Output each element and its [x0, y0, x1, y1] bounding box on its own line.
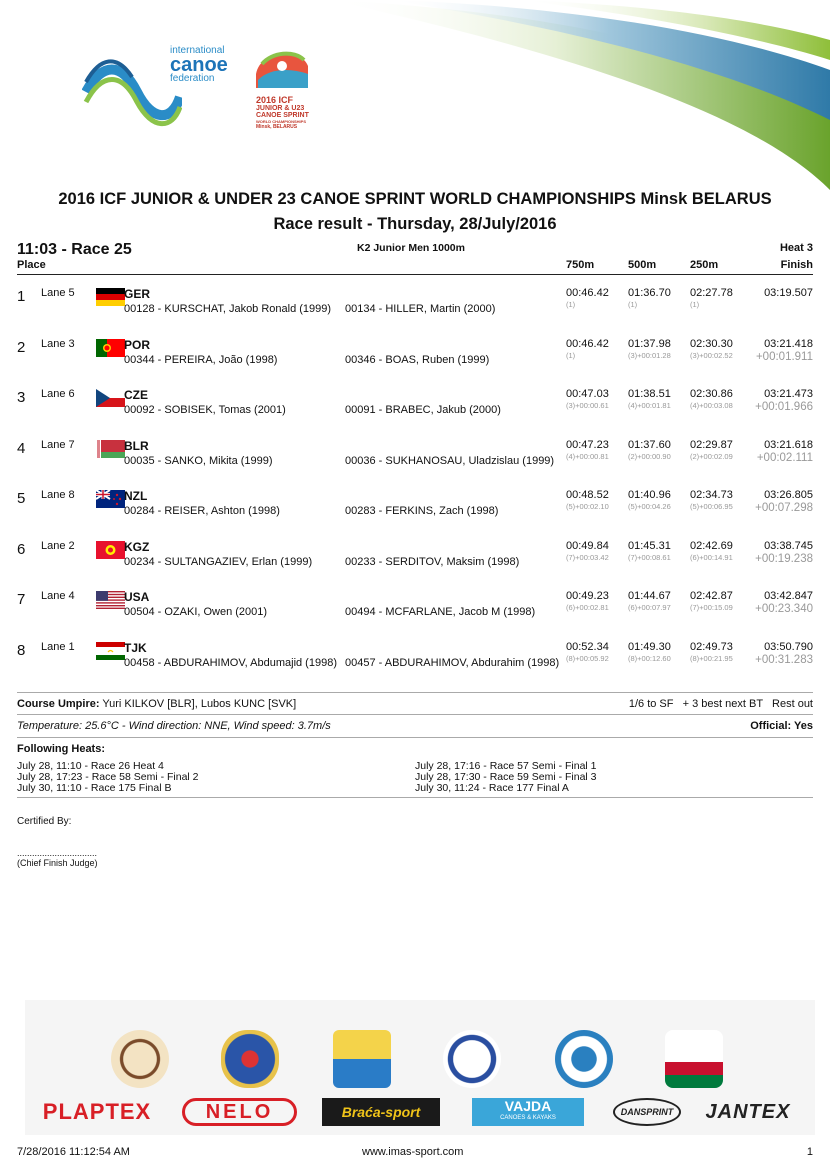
- table-row: [17, 638, 813, 686]
- nation-code: USA: [124, 590, 150, 604]
- split-500m-rank: (3)+00:01.28: [628, 350, 671, 360]
- race-time-label: 11:03 - Race 25: [17, 241, 132, 258]
- page-number: 1: [806, 1146, 813, 1158]
- officials-rule: [17, 692, 813, 693]
- column-250m: 250m: [690, 259, 719, 271]
- table-row: [17, 436, 813, 484]
- champ-logo-line4: WORLD CHAMPIONSHIPS: [256, 119, 306, 124]
- athlete-1: 00128 - KURSCHAT, Jakob Ronald (1999): [124, 303, 332, 315]
- split-500m-rank: (2)+00:00.90: [628, 451, 671, 461]
- icf-logo: [82, 42, 232, 132]
- lane-label: Lane 2: [41, 539, 75, 552]
- sponsor-seal-1-icon: [111, 1030, 169, 1088]
- nation-code: CZE: [124, 388, 148, 402]
- split-750m-rank: (1): [566, 300, 576, 309]
- following-heat-item: July 28, 17:23 - Race 58 Semi - Final 2: [17, 771, 199, 783]
- lane-label: Lane 1: [41, 640, 75, 653]
- following-heat-item: July 28, 17:16 - Race 57 Semi - Final 1: [415, 760, 597, 772]
- lane-label: Lane 8: [41, 489, 75, 501]
- sponsor-vajda-subtitle: CANOES & KAYAKS: [500, 1115, 556, 1121]
- icf-logo-line2: canoe: [170, 54, 228, 76]
- athlete-1: 00284 - REISER, Ashton (1998): [124, 505, 280, 517]
- sponsor-seal-5-icon: [555, 1030, 613, 1088]
- heat-label: Heat 3: [779, 242, 813, 254]
- athlete-1: 00458 - ABDURAHIMOV, Abdumajid (1998): [124, 656, 337, 669]
- champ-logo-line5: Minsk, BELARUS: [256, 124, 298, 130]
- place-number: 1: [17, 288, 26, 305]
- split-500m-time: 01:37.98: [628, 337, 671, 350]
- split-500m-rank: (5)+00:04.26: [628, 502, 671, 511]
- column-place: Place: [17, 259, 46, 271]
- finish-behind: +00:31.283: [755, 653, 813, 666]
- weather-info: Temperature: 25.6°C - Wind direction: NNE, Wind speed: 3.7m/s: [17, 720, 331, 732]
- lane-label: Lane 4: [41, 590, 75, 602]
- champ-logo-line2: JUNIOR & U23: [256, 105, 305, 112]
- split-250m-rank: (7)+00:15.09: [690, 603, 733, 612]
- athlete-2: 00494 - MCFARLANE, Jacob M (1998): [345, 606, 536, 618]
- place-number: 3: [17, 389, 26, 406]
- sponsor-vajda-name: VAJDA: [504, 1098, 552, 1114]
- print-timestamp: 7/28/2016 11:12:54 AM: [17, 1146, 130, 1158]
- split-500m-time: 01:40.96: [628, 489, 671, 501]
- sponsor-seal-6-icon: [665, 1030, 723, 1088]
- following-heats-left: [17, 761, 199, 794]
- following-heat-item: July 28, 17:30 - Race 59 Semi - Final 3: [415, 771, 597, 783]
- athlete-2: 00036 - SUKHANOSAU, Uladzislau (1999): [345, 454, 555, 467]
- finish-time: 03:42.847: [764, 590, 813, 602]
- sponsor-braca-sport-logo: Braća-sport: [322, 1098, 440, 1126]
- finish-time: 03:50.790: [764, 640, 813, 653]
- champ-logo-line3: CANOE SPRINT: [256, 112, 309, 119]
- athlete-1: 00035 - SANKO, Mikita (1999): [124, 454, 273, 467]
- certified-rule: [17, 797, 813, 798]
- finish-time: 03:19.507: [764, 287, 813, 299]
- nation-code: POR: [124, 337, 151, 352]
- split-250m-rank: (3)+00:02.52: [690, 350, 733, 360]
- split-250m-rank: (5)+00:06.95: [690, 502, 733, 511]
- umpire-value: Yuri KILKOV [BLR], Lubos KUNC [SVK]: [102, 698, 297, 710]
- athlete-2: 00233 - SERDITOV, Maksim (1998): [345, 555, 520, 568]
- lane-label: Lane 3: [41, 337, 75, 350]
- split-250m-time: 02:30.30: [690, 337, 733, 350]
- finish-behind: +00:01.966: [755, 401, 813, 413]
- split-500m-time: 01:37.60: [628, 438, 671, 451]
- lane-label: Lane 6: [41, 388, 75, 400]
- finish-behind: +00:07.298: [755, 502, 813, 514]
- table-row: [17, 335, 813, 383]
- athlete-2: 00457 - ABDURAHIMOV, Abdurahim (1998): [345, 656, 560, 669]
- event-name: K2 Junior Men 1000m: [357, 242, 465, 254]
- split-250m-rank: (1): [690, 300, 700, 309]
- athlete-2: 00091 - BRABEC, Jakub (2000): [345, 404, 501, 416]
- signature-line: ................................: [17, 848, 98, 858]
- place-number: 6: [17, 540, 26, 558]
- nation-code: GER: [124, 287, 151, 301]
- athlete-2: 00134 - HILLER, Martin (2000): [345, 303, 496, 315]
- finish-time: 03:21.618: [764, 438, 813, 451]
- split-500m-rank: (4)+00:01.81: [628, 401, 671, 410]
- lane-label: Lane 5: [41, 287, 75, 299]
- kgz-flag-icon: [96, 541, 125, 559]
- place-number: 5: [17, 490, 26, 507]
- split-750m-time: 00:46.42: [566, 337, 609, 350]
- por-flag-icon: [96, 339, 125, 357]
- icf-logo-line3: federation: [170, 73, 215, 84]
- split-750m-rank: (4)+00:00.81: [566, 451, 609, 461]
- icf-logo-text: [170, 46, 228, 84]
- split-500m-rank: (6)+00:07.97: [628, 603, 671, 612]
- sponsor-seal-3-icon: [333, 1030, 391, 1088]
- nation-code: BLR: [124, 438, 149, 453]
- split-500m-time: 01:44.67: [628, 590, 671, 602]
- split-750m-time: 00:52.34: [566, 640, 609, 653]
- split-750m-rank: (7)+00:03.42: [566, 552, 609, 562]
- split-250m-time: 02:42.69: [690, 539, 733, 552]
- lane-label: Lane 7: [41, 438, 75, 451]
- championship-logo-text: [256, 96, 316, 131]
- athlete-2: 00283 - FERKINS, Zach (1998): [345, 505, 499, 517]
- usa-flag-icon: [96, 591, 125, 609]
- ger-flag-icon: [96, 288, 125, 306]
- cze-flag-icon: [96, 389, 125, 407]
- split-250m-rank: (4)+00:03.08: [690, 401, 733, 410]
- document-title: 2016 ICF JUNIOR & UNDER 23 CANOE SPRINT WORLD CHAMPIONSHIPS Minsk BELARUS: [58, 190, 772, 208]
- split-250m-time: 02:49.73: [690, 640, 733, 653]
- finish-time: 03:21.473: [764, 388, 813, 400]
- split-500m-time: 01:45.31: [628, 539, 671, 552]
- chief-finish-judge-label: (Chief Finish Judge): [17, 858, 98, 868]
- split-250m-time: 02:30.86: [690, 388, 733, 400]
- nation-code: TJK: [124, 640, 147, 655]
- sponsor-nelo-logo: NELO: [182, 1098, 297, 1126]
- website-url: www.imas-sport.com: [362, 1146, 464, 1158]
- following-heats-label: Following Heats:: [17, 743, 105, 755]
- finish-time: 03:38.745: [764, 539, 813, 552]
- championship-emblem-icon: [250, 44, 314, 94]
- split-750m-rank: (8)+00:05.92: [566, 653, 609, 663]
- icf-logo-line1: international: [170, 45, 225, 56]
- sponsor-vajda-logo: [472, 1098, 584, 1126]
- table-row: [17, 587, 813, 635]
- nation-code: KGZ: [124, 539, 150, 554]
- split-500m-time: 01:36.70: [628, 287, 671, 299]
- split-750m-time: 00:48.52: [566, 489, 609, 501]
- place-number: 8: [17, 641, 26, 659]
- following-rule: [17, 737, 813, 738]
- finish-time: 03:21.418: [764, 337, 813, 350]
- table-row: [17, 537, 813, 585]
- blr-flag-icon: [96, 440, 125, 458]
- finish-time: 03:26.805: [764, 489, 813, 501]
- split-750m-time: 00:49.23: [566, 590, 609, 602]
- split-500m-rank: (8)+00:12.60: [628, 653, 671, 663]
- sponsors-panel: [25, 1000, 815, 1135]
- nation-code: NZL: [124, 489, 148, 503]
- finish-behind: +00:23.340: [755, 603, 813, 615]
- split-500m-rank: (7)+00:08.61: [628, 552, 671, 562]
- finish-behind: +00:19.238: [755, 552, 813, 565]
- sponsor-jantex-logo: JANTEX: [705, 1100, 791, 1123]
- header-rule: [17, 274, 813, 275]
- place-number: 7: [17, 591, 26, 608]
- place-number: 4: [17, 439, 26, 457]
- official-status: Official: Yes: [750, 720, 813, 732]
- icf-wave-icon: [82, 42, 182, 132]
- split-750m-rank: (3)+00:00.61: [566, 401, 609, 410]
- table-row: [17, 385, 813, 433]
- course-umpire: [17, 698, 296, 710]
- split-750m-time: 00:49.84: [566, 539, 609, 552]
- sponsor-plaptex-logo: PLAPTEX: [42, 1099, 152, 1124]
- split-250m-time: 02:29.87: [690, 438, 733, 451]
- progression-rule: 1/6 to SF + 3 best next BT Rest out: [628, 698, 813, 710]
- tjk-flag-icon: [96, 642, 125, 660]
- table-row: [17, 486, 813, 534]
- certified-label: Certified By:: [17, 816, 72, 827]
- split-500m-time: 01:38.51: [628, 388, 671, 400]
- split-250m-rank: (2)+00:02.09: [690, 451, 733, 461]
- document-subtitle: Race result - Thursday, 28/July/2016: [273, 215, 557, 233]
- place-number: 2: [17, 338, 26, 356]
- split-750m-time: 00:46.42: [566, 287, 609, 299]
- split-250m-time: 02:34.73: [690, 489, 733, 501]
- finish-behind: +00:02.111: [756, 451, 813, 464]
- column-finish: Finish: [780, 259, 813, 271]
- weather-rule: [17, 714, 813, 715]
- finish-behind: +00:01.911: [755, 350, 813, 363]
- column-750m: 750m: [566, 259, 595, 271]
- split-250m-rank: (8)+00:21.95: [690, 653, 733, 663]
- following-heat-item: July 28, 11:10 - Race 26 Heat 4: [17, 760, 164, 772]
- sponsor-dansprint-logo: DANSPRINT: [613, 1098, 681, 1126]
- split-250m-time: 02:42.87: [690, 590, 733, 602]
- split-250m-time: 02:27.78: [690, 287, 733, 299]
- split-500m-rank: (1): [628, 300, 638, 309]
- split-750m-rank: (5)+00:02.10: [566, 502, 609, 511]
- split-250m-rank: (6)+00:14.91: [690, 552, 733, 562]
- split-500m-time: 01:49.30: [628, 640, 671, 653]
- athlete-2: 00346 - BOAS, Ruben (1999): [345, 353, 490, 366]
- split-750m-rank: (1): [566, 350, 576, 360]
- athlete-1: 00344 - PEREIRA, João (1998): [124, 353, 278, 366]
- sponsor-seal-4-icon: [443, 1030, 501, 1088]
- column-500m: 500m: [628, 259, 657, 271]
- split-750m-time: 00:47.23: [566, 438, 609, 451]
- following-heat-item: July 30, 11:24 - Race 177 Final A: [415, 782, 569, 794]
- sponsor-seal-2-icon: [221, 1030, 279, 1088]
- champ-logo-line1: 2016 ICF: [256, 95, 294, 105]
- athlete-1: 00092 - SOBISEK, Tomas (2001): [124, 404, 286, 416]
- umpire-label: Course Umpire:: [17, 698, 100, 710]
- split-750m-rank: (6)+00:02.81: [566, 603, 609, 612]
- following-heat-item: July 30, 11:10 - Race 175 Final B: [17, 782, 172, 794]
- following-heats-right: [415, 761, 597, 794]
- nzl-flag-icon: [96, 490, 125, 508]
- athlete-1: 00234 - SULTANGAZIEV, Erlan (1999): [124, 555, 313, 568]
- athlete-1: 00504 - OZAKI, Owen (2001): [124, 606, 268, 618]
- table-row: [17, 284, 813, 332]
- split-750m-time: 00:47.03: [566, 388, 609, 400]
